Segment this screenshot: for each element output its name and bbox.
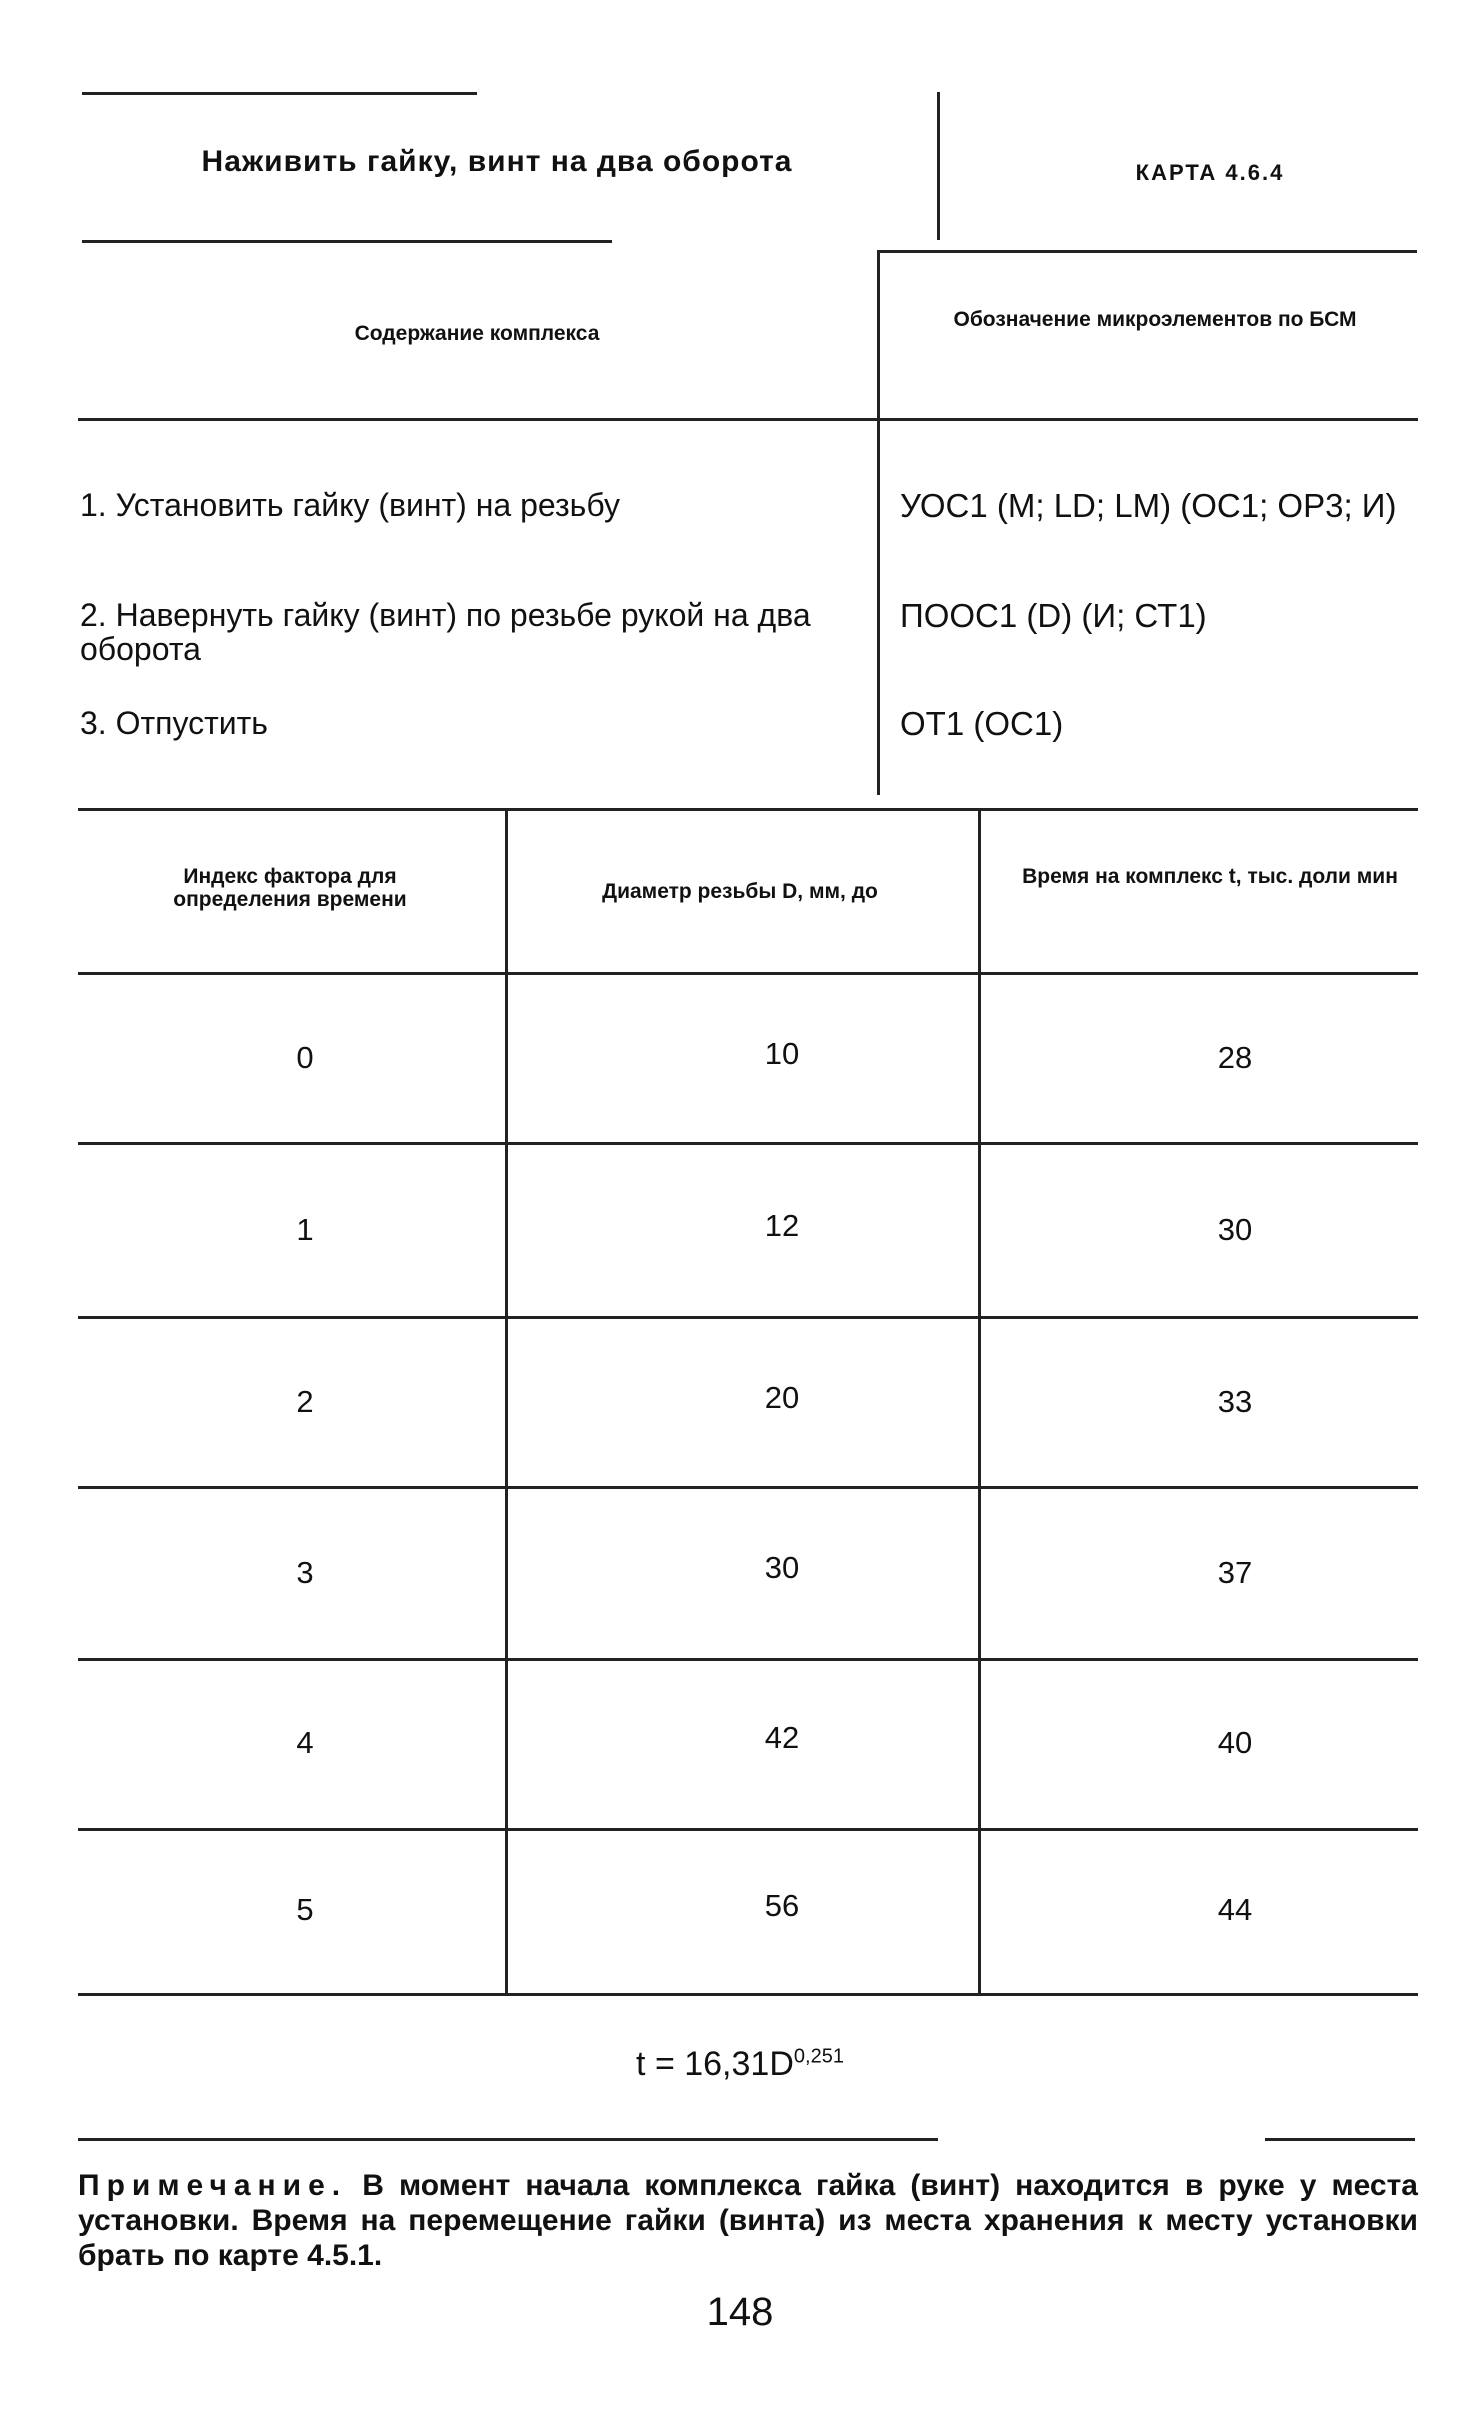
row-0-index: 0	[296, 1040, 314, 1075]
step-1-code: УОС1 (M; LD; LM) (ОС1; ОР3; И)	[900, 487, 1397, 524]
row-0-diameter: 10	[764, 1036, 800, 1071]
formula-exponent: 0,251	[793, 2045, 844, 2068]
factor-index-header: Индекс фактора для определения времени	[173, 865, 407, 911]
row-1-index: 1	[296, 1212, 314, 1247]
step-2-code: ПООС1 (D) (И; СТ1)	[900, 597, 1207, 634]
row-5-time: 44	[1217, 1892, 1253, 1927]
time-header: Время на комплекс t, тыс. доли мин	[1022, 865, 1398, 888]
codes-column-header: Обозначение микроэлементов по БСМ	[953, 308, 1357, 331]
page-title: Наживить гайку, винт на два оборота	[201, 145, 793, 178]
card-number: КАРТА 4.6.4	[1135, 160, 1285, 185]
row-3-index: 3	[296, 1555, 314, 1590]
row-1-time: 30	[1217, 1212, 1253, 1247]
row-5-index: 5	[296, 1892, 314, 1927]
row-3-diameter: 30	[764, 1550, 800, 1585]
content-column-header: Содержание комплекса	[354, 322, 600, 345]
row-2-diameter: 20	[764, 1380, 800, 1415]
diameter-header: Диаметр резьбы D, мм, до	[602, 880, 878, 903]
note-text: В момент начала комплекса гайка (винт) находится в руке у места установки. Время на перемещение гайки (винта) из места хранения к месту установки брать по карте 4.5.1.	[78, 2169, 1418, 2272]
row-0-time: 28	[1217, 1040, 1253, 1075]
row-2-index: 2	[296, 1384, 314, 1419]
note-label: Примечание.	[78, 2169, 348, 2202]
row-4-diameter: 42	[764, 1720, 800, 1755]
formula-main: t = 16,31D	[636, 2045, 794, 2083]
row-3-time: 37	[1217, 1555, 1253, 1590]
row-1-diameter: 12	[764, 1208, 800, 1243]
row-2-time: 33	[1217, 1384, 1253, 1419]
note	[78, 2168, 1418, 2273]
row-5-diameter: 56	[764, 1888, 800, 1923]
page-number: 148	[706, 2290, 774, 2334]
step-3-text: 3. Отпустить	[80, 705, 268, 741]
row-4-index: 4	[296, 1725, 314, 1760]
step-3-code: ОТ1 (ОС1)	[900, 705, 1064, 742]
row-4-time: 40	[1217, 1725, 1253, 1760]
step-2-text: 2. Навернуть гайку (винт) по резьбе рукой на два оборота	[80, 597, 811, 667]
time-formula	[540, 2045, 940, 2084]
step-1-text: 1. Установить гайку (винт) на резьбу	[80, 487, 620, 523]
